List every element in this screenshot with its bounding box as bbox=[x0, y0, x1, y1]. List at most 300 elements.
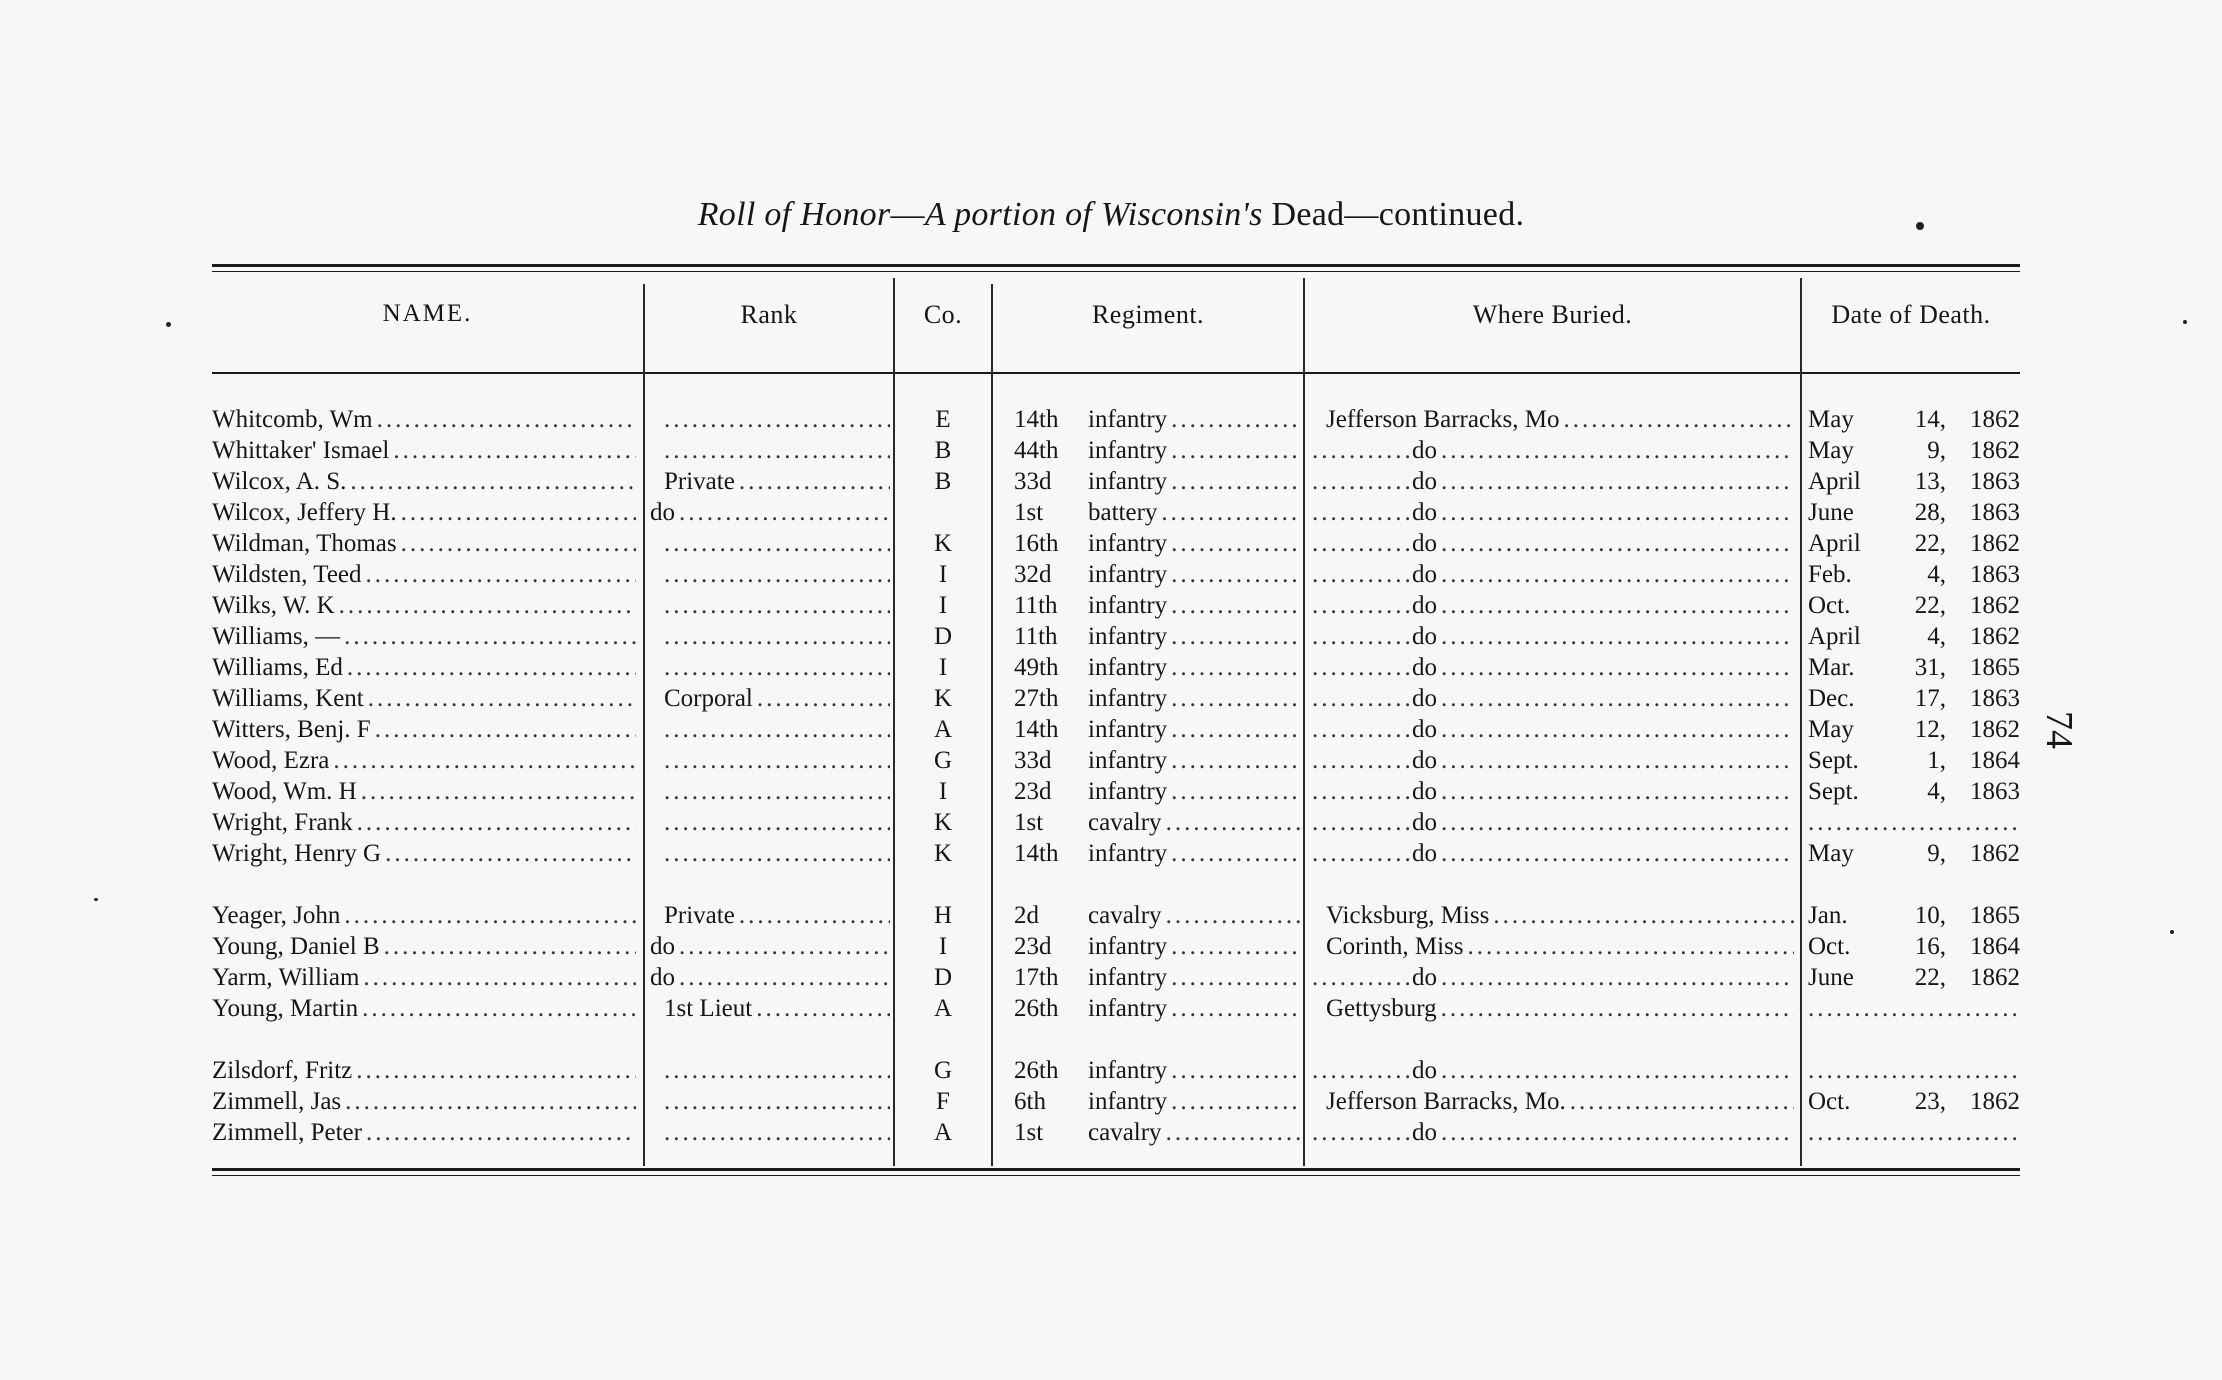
table-row bbox=[0, 838, 2222, 869]
soldier-rank bbox=[650, 745, 664, 776]
cell-regiment bbox=[1000, 590, 1300, 621]
table-row bbox=[0, 590, 2222, 621]
soldier-name: Wright, Frank bbox=[212, 809, 353, 836]
cell-regiment bbox=[1000, 838, 1300, 869]
table-row bbox=[0, 652, 2222, 683]
cell-company: K bbox=[933, 530, 953, 557]
regiment-branch: infantry bbox=[1088, 685, 1168, 712]
death-year: 1862 bbox=[1970, 530, 2020, 557]
page-number: 74 bbox=[2038, 711, 2080, 749]
regiment-number: 1st bbox=[1014, 1119, 1044, 1146]
cell-company: A bbox=[933, 716, 953, 743]
regiment-branch: infantry bbox=[1088, 1088, 1168, 1115]
burial-place: do bbox=[1412, 964, 1437, 991]
regiment-number: 14th bbox=[1014, 716, 1059, 743]
cell-regiment bbox=[1000, 466, 1300, 497]
soldier-name: Zimmell, Jas bbox=[212, 1088, 342, 1115]
regiment-branch: infantry bbox=[1088, 995, 1168, 1022]
death-day: 4, bbox=[1927, 561, 1946, 588]
cell-where-buried bbox=[1312, 1055, 1794, 1086]
death-month: Jan. bbox=[1808, 902, 1848, 929]
table-row bbox=[0, 1055, 2222, 1086]
death-month: April bbox=[1808, 530, 1861, 557]
regiment-branch: infantry bbox=[1088, 933, 1168, 960]
regiment-number: 11th bbox=[1014, 592, 1058, 619]
soldier-name: Wildman, Thomas bbox=[212, 530, 397, 557]
death-year: 1865 bbox=[1970, 902, 2020, 929]
death-year: 1865 bbox=[1970, 654, 2020, 681]
cell-where-buried bbox=[1312, 1117, 1794, 1148]
soldier-name: Zimmell, Peter bbox=[212, 1119, 362, 1146]
soldier-rank: 1st Lieut bbox=[664, 995, 753, 1022]
cell-company: I bbox=[938, 933, 948, 960]
death-day: 23, bbox=[1914, 1088, 1946, 1115]
soldier-rank bbox=[650, 714, 664, 745]
cell-company: F bbox=[936, 1088, 950, 1115]
regiment-branch: cavalry bbox=[1088, 902, 1162, 929]
cell-rank bbox=[650, 528, 890, 559]
death-year: 1862 bbox=[1970, 716, 2020, 743]
table-row bbox=[0, 714, 2222, 745]
title-roll-of-honor: Roll of Honor bbox=[697, 196, 891, 233]
death-day: 13, bbox=[1914, 468, 1946, 495]
cell-name bbox=[212, 621, 636, 652]
burial-place: do bbox=[1412, 592, 1437, 619]
cell-rank bbox=[650, 466, 890, 497]
cell-rank bbox=[650, 807, 890, 838]
cell-where-buried bbox=[1312, 652, 1794, 683]
death-day: 22, bbox=[1914, 592, 1946, 619]
table-row bbox=[0, 993, 2222, 1024]
regiment-branch: infantry bbox=[1088, 716, 1168, 743]
death-month: April bbox=[1808, 468, 1861, 495]
cell-where-buried bbox=[1312, 931, 1794, 962]
regiment-number: 23d bbox=[1014, 933, 1052, 960]
death-day: 31, bbox=[1914, 654, 1946, 681]
cell-regiment bbox=[1000, 683, 1300, 714]
regiment-branch: cavalry bbox=[1088, 1119, 1162, 1146]
cell-company: G bbox=[933, 1057, 953, 1084]
death-day: 9, bbox=[1927, 437, 1946, 464]
regiment-number: 44th bbox=[1014, 437, 1059, 464]
soldier-name: Wood, Ezra bbox=[212, 747, 330, 774]
regiment-branch: infantry bbox=[1088, 437, 1168, 464]
cell-rank bbox=[650, 683, 890, 714]
cell-company: I bbox=[938, 592, 948, 619]
title-dead: Dead bbox=[1271, 196, 1345, 233]
soldier-rank bbox=[650, 559, 664, 590]
cell-regiment bbox=[1000, 559, 1300, 590]
death-day: 28, bbox=[1914, 499, 1946, 526]
soldier-name: Wilks, W. K bbox=[212, 592, 335, 619]
cell-where-buried bbox=[1312, 590, 1794, 621]
burial-place: Jefferson Barracks, Mo. bbox=[1326, 1088, 1566, 1115]
burial-place: do bbox=[1412, 809, 1437, 836]
cell-name bbox=[212, 931, 636, 962]
regiment-number: 26th bbox=[1014, 1057, 1059, 1084]
soldier-name: Young, Daniel B bbox=[212, 933, 380, 960]
soldier-name: Yarm, William bbox=[212, 964, 360, 991]
burial-place: do bbox=[1412, 499, 1437, 526]
regiment-branch: infantry bbox=[1088, 530, 1168, 557]
table-row bbox=[0, 528, 2222, 559]
soldier-name: Williams, Kent bbox=[212, 685, 364, 712]
death-year: 1863 bbox=[1970, 685, 2020, 712]
cell-date-of-death bbox=[1808, 900, 2020, 931]
header-rank: Rank bbox=[740, 300, 798, 329]
table-row bbox=[0, 1086, 2222, 1117]
death-day: 10, bbox=[1914, 902, 1946, 929]
soldier-name: Yeager, John bbox=[212, 902, 341, 929]
soldier-rank bbox=[650, 621, 664, 652]
regiment-number: 27th bbox=[1014, 685, 1059, 712]
burial-place: do bbox=[1412, 468, 1437, 495]
soldier-name: Whittaker' Ismael bbox=[212, 437, 390, 464]
soldier-name: Wood, Wm. H bbox=[212, 778, 357, 805]
cell-date-of-death bbox=[1808, 683, 2020, 714]
title-a-portion-of: A portion of bbox=[924, 196, 1093, 233]
cell-regiment bbox=[1000, 807, 1300, 838]
cell-name bbox=[212, 962, 636, 993]
cell-rank bbox=[650, 776, 890, 807]
regiment-number: 6th bbox=[1014, 1088, 1046, 1115]
regiment-number: 1st bbox=[1014, 809, 1044, 836]
burial-place: do bbox=[1412, 1057, 1437, 1084]
soldier-rank bbox=[650, 1055, 664, 1086]
cell-date-of-death bbox=[1808, 435, 2020, 466]
header-regiment: Regiment. bbox=[1091, 300, 1205, 329]
cell-where-buried bbox=[1312, 528, 1794, 559]
death-year: 1862 bbox=[1970, 1088, 2020, 1115]
death-month: Oct. bbox=[1808, 1088, 1851, 1115]
cell-where-buried bbox=[1312, 807, 1794, 838]
regiment-number: 26th bbox=[1014, 995, 1059, 1022]
cell-where-buried bbox=[1312, 466, 1794, 497]
table-row bbox=[0, 683, 2222, 714]
cell-rank bbox=[650, 900, 890, 931]
death-year: 1863 bbox=[1970, 468, 2020, 495]
table-row bbox=[0, 931, 2222, 962]
soldier-rank bbox=[650, 776, 664, 807]
burial-place: do bbox=[1412, 747, 1437, 774]
regiment-branch: infantry bbox=[1088, 1057, 1168, 1084]
cell-company: K bbox=[933, 840, 953, 867]
soldier-name: Williams, Ed bbox=[212, 654, 343, 681]
death-month: May bbox=[1808, 437, 1854, 464]
soldier-rank: Private bbox=[664, 902, 735, 929]
death-year: 1862 bbox=[1970, 964, 2020, 991]
cell-regiment bbox=[1000, 404, 1300, 435]
death-day: 4, bbox=[1927, 778, 1946, 805]
cell-date-of-death bbox=[1808, 714, 2020, 745]
soldier-rank bbox=[650, 435, 664, 466]
cell-name bbox=[212, 714, 636, 745]
bottom-rule-thick bbox=[212, 1168, 2020, 1171]
cell-company: H bbox=[933, 902, 953, 929]
bottom-rule-thin bbox=[212, 1175, 2020, 1176]
burial-place: do bbox=[1412, 685, 1437, 712]
death-year: 1862 bbox=[1970, 592, 2020, 619]
regiment-number: 16th bbox=[1014, 530, 1059, 557]
death-year: 1862 bbox=[1970, 840, 2020, 867]
cell-rank bbox=[650, 559, 890, 590]
burial-place: do bbox=[1412, 778, 1437, 805]
cell-regiment bbox=[1000, 745, 1300, 776]
header-date-of-death: Date of Death. bbox=[1831, 300, 1991, 329]
title-continued: continued. bbox=[1378, 196, 1525, 233]
death-year: 1864 bbox=[1970, 747, 2020, 774]
burial-place: Corinth, Miss bbox=[1326, 933, 1464, 960]
cell-company: I bbox=[938, 778, 948, 805]
cell-rank bbox=[650, 993, 890, 1024]
title-wisconsins: Wisconsin's bbox=[1100, 196, 1263, 233]
soldier-rank bbox=[650, 1117, 664, 1148]
regiment-number: 23d bbox=[1014, 778, 1052, 805]
death-year: 1863 bbox=[1970, 778, 2020, 805]
cell-date-of-death bbox=[1808, 776, 2020, 807]
death-month: Oct. bbox=[1808, 592, 1851, 619]
regiment-branch: infantry bbox=[1088, 840, 1168, 867]
cell-where-buried bbox=[1312, 838, 1794, 869]
header-where-buried: Where Buried. bbox=[1472, 300, 1633, 329]
death-month: May bbox=[1808, 716, 1854, 743]
cell-date-of-death bbox=[1808, 745, 2020, 776]
cell-date-of-death bbox=[1808, 559, 2020, 590]
cell-date-of-death bbox=[1808, 1117, 2020, 1148]
cell-company: I bbox=[938, 654, 948, 681]
cell-date-of-death bbox=[1808, 993, 2020, 1024]
header-co: Co. bbox=[923, 300, 963, 329]
cell-where-buried bbox=[1312, 621, 1794, 652]
cell-where-buried bbox=[1312, 435, 1794, 466]
regiment-number: 14th bbox=[1014, 840, 1059, 867]
death-day: 22, bbox=[1914, 964, 1946, 991]
soldier-rank: do bbox=[650, 499, 675, 526]
cell-where-buried bbox=[1312, 900, 1794, 931]
cell-name bbox=[212, 900, 636, 931]
cell-date-of-death bbox=[1808, 404, 2020, 435]
soldier-name: Wright, Henry G bbox=[212, 840, 382, 867]
cell-company: A bbox=[933, 1119, 953, 1146]
cell-date-of-death bbox=[1808, 1055, 2020, 1086]
cell-regiment bbox=[1000, 435, 1300, 466]
death-month: April bbox=[1808, 623, 1861, 650]
cell-rank bbox=[650, 1055, 890, 1086]
regiment-number: 1st bbox=[1014, 499, 1044, 526]
regiment-branch: infantry bbox=[1088, 654, 1168, 681]
regiment-number: 33d bbox=[1014, 747, 1052, 774]
death-month: May bbox=[1808, 406, 1854, 433]
cell-name bbox=[212, 435, 636, 466]
death-year: 1862 bbox=[1970, 623, 2020, 650]
table-row bbox=[0, 435, 2222, 466]
table-row bbox=[0, 745, 2222, 776]
cell-regiment bbox=[1000, 1117, 1300, 1148]
cell-where-buried bbox=[1312, 497, 1794, 528]
header-name: NAME. bbox=[382, 300, 473, 327]
burial-place: do bbox=[1412, 623, 1437, 650]
cell-date-of-death bbox=[1808, 838, 2020, 869]
regiment-number: 17th bbox=[1014, 964, 1059, 991]
soldier-name: Williams, — bbox=[212, 623, 341, 650]
cell-regiment bbox=[1000, 714, 1300, 745]
cell-name bbox=[212, 528, 636, 559]
cell-rank bbox=[650, 714, 890, 745]
soldier-rank bbox=[650, 1086, 664, 1117]
cell-where-buried bbox=[1312, 962, 1794, 993]
soldier-name: Young, Martin bbox=[212, 995, 359, 1022]
death-month: June bbox=[1808, 964, 1854, 991]
regiment-branch: cavalry bbox=[1088, 809, 1162, 836]
cell-name bbox=[212, 497, 636, 528]
soldier-rank bbox=[650, 807, 664, 838]
cell-where-buried bbox=[1312, 559, 1794, 590]
burial-place: Vicksburg, Miss bbox=[1326, 902, 1490, 929]
cell-rank bbox=[650, 621, 890, 652]
cell-rank bbox=[650, 435, 890, 466]
cell-name bbox=[212, 1055, 636, 1086]
death-year: 1864 bbox=[1970, 933, 2020, 960]
cell-name bbox=[212, 652, 636, 683]
death-day: 17, bbox=[1914, 685, 1946, 712]
cell-where-buried bbox=[1312, 993, 1794, 1024]
death-day: 12, bbox=[1914, 716, 1946, 743]
burial-place: do bbox=[1412, 716, 1437, 743]
cell-regiment bbox=[1000, 776, 1300, 807]
cell-date-of-death bbox=[1808, 931, 2020, 962]
burial-place: do bbox=[1412, 654, 1437, 681]
page-title bbox=[0, 196, 2222, 234]
death-year: 1862 bbox=[1970, 437, 2020, 464]
cell-name bbox=[212, 807, 636, 838]
soldier-rank bbox=[650, 404, 664, 435]
table-row bbox=[0, 1117, 2222, 1148]
title-dash: — bbox=[1344, 196, 1379, 233]
death-day: 4, bbox=[1927, 623, 1946, 650]
cell-date-of-death bbox=[1808, 466, 2020, 497]
death-month: Sept. bbox=[1808, 778, 1859, 805]
table-row bbox=[0, 621, 2222, 652]
soldier-rank: Private bbox=[664, 468, 735, 495]
regiment-branch: infantry bbox=[1088, 406, 1168, 433]
header-rule bbox=[212, 372, 2020, 374]
burial-place: do bbox=[1412, 1119, 1437, 1146]
cell-name bbox=[212, 683, 636, 714]
table-row bbox=[0, 776, 2222, 807]
cell-regiment bbox=[1000, 621, 1300, 652]
death-day: 1, bbox=[1927, 747, 1946, 774]
cell-rank bbox=[650, 931, 890, 962]
ink-speck bbox=[2170, 930, 2174, 934]
death-month: Dec. bbox=[1808, 685, 1855, 712]
soldier-name: Zilsdorf, Fritz bbox=[212, 1057, 353, 1084]
cell-company: K bbox=[933, 809, 953, 836]
cell-regiment bbox=[1000, 1086, 1300, 1117]
cell-name bbox=[212, 745, 636, 776]
cell-name bbox=[212, 1117, 636, 1148]
regiment-number: 11th bbox=[1014, 623, 1058, 650]
cell-name bbox=[212, 466, 636, 497]
soldier-rank: do bbox=[650, 964, 675, 991]
soldier-rank bbox=[650, 590, 664, 621]
regiment-number: 33d bbox=[1014, 468, 1052, 495]
death-month: Oct. bbox=[1808, 933, 1851, 960]
soldier-rank bbox=[650, 528, 664, 559]
cell-regiment bbox=[1000, 528, 1300, 559]
cell-rank bbox=[650, 962, 890, 993]
cell-date-of-death bbox=[1808, 652, 2020, 683]
regiment-branch: infantry bbox=[1088, 468, 1168, 495]
death-month: Sept. bbox=[1808, 747, 1859, 774]
soldier-name: Whitcomb, Wm bbox=[212, 406, 373, 433]
burial-place: do bbox=[1412, 561, 1437, 588]
cell-rank bbox=[650, 1117, 890, 1148]
cell-regiment bbox=[1000, 497, 1300, 528]
table-row bbox=[0, 404, 2222, 435]
cell-company: G bbox=[933, 747, 953, 774]
death-year: 1863 bbox=[1970, 499, 2020, 526]
cell-rank bbox=[650, 745, 890, 776]
cell-rank bbox=[650, 652, 890, 683]
death-month: Mar. bbox=[1808, 654, 1855, 681]
death-month: June bbox=[1808, 499, 1854, 526]
regiment-number: 49th bbox=[1014, 654, 1059, 681]
cell-date-of-death bbox=[1808, 528, 2020, 559]
death-year: 1862 bbox=[1970, 406, 2020, 433]
cell-company: E bbox=[935, 406, 951, 433]
cell-company: B bbox=[934, 468, 952, 495]
soldier-rank bbox=[650, 838, 664, 869]
cell-company bbox=[895, 497, 991, 528]
regiment-number: 14th bbox=[1014, 406, 1059, 433]
regiment-branch: infantry bbox=[1088, 592, 1168, 619]
cell-name bbox=[212, 559, 636, 590]
death-day: 9, bbox=[1927, 840, 1946, 867]
cell-where-buried bbox=[1312, 683, 1794, 714]
soldier-rank: Corporal bbox=[664, 685, 753, 712]
ink-speck bbox=[166, 322, 171, 327]
cell-rank bbox=[650, 838, 890, 869]
cell-date-of-death bbox=[1808, 962, 2020, 993]
cell-name bbox=[212, 1086, 636, 1117]
burial-place: do bbox=[1412, 840, 1437, 867]
cell-company: I bbox=[938, 561, 948, 588]
death-month: May bbox=[1808, 840, 1854, 867]
cell-name bbox=[212, 776, 636, 807]
cell-where-buried bbox=[1312, 714, 1794, 745]
death-day: 14, bbox=[1914, 406, 1946, 433]
cell-date-of-death bbox=[1808, 807, 2020, 838]
regiment-branch: battery bbox=[1088, 499, 1158, 526]
soldier-rank: do bbox=[650, 933, 675, 960]
ink-speck bbox=[1916, 222, 1924, 230]
death-day: 22, bbox=[1914, 530, 1946, 557]
cell-company: D bbox=[933, 623, 953, 650]
soldier-rank bbox=[650, 652, 664, 683]
soldier-name: Witters, Benj. F bbox=[212, 716, 371, 743]
cell-rank bbox=[650, 1086, 890, 1117]
regiment-branch: infantry bbox=[1088, 964, 1168, 991]
regiment-number: 32d bbox=[1014, 561, 1052, 588]
ink-speck bbox=[94, 898, 98, 901]
ink-speck bbox=[2183, 320, 2187, 324]
regiment-branch: infantry bbox=[1088, 623, 1168, 650]
top-rule-thick bbox=[212, 264, 2020, 267]
regiment-branch: infantry bbox=[1088, 747, 1168, 774]
cell-name bbox=[212, 993, 636, 1024]
cell-name bbox=[212, 404, 636, 435]
burial-place: Gettysburg bbox=[1326, 995, 1437, 1022]
